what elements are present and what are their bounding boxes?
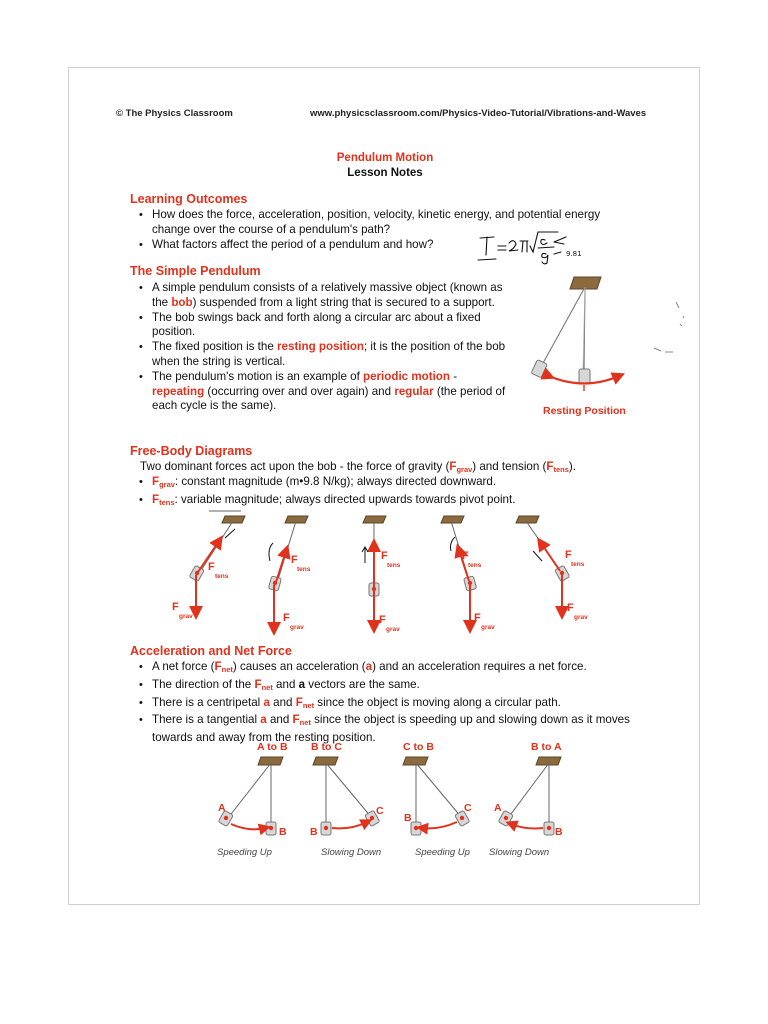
- text: ) causes an acceleration (: [232, 660, 366, 673]
- text: vectors are the same.: [305, 677, 420, 691]
- text: F: [546, 460, 554, 473]
- subscript: net: [299, 718, 311, 728]
- text: a: [298, 677, 306, 691]
- list-item: [130, 678, 650, 696]
- motion-diagrams: [209, 754, 579, 836]
- diagram-title-b-to-c: B to C: [311, 741, 342, 753]
- text: -: [449, 369, 458, 383]
- svg-text:tens: tens: [387, 562, 401, 569]
- svg-text:F: F: [567, 602, 574, 614]
- page-subtitle: Lesson Notes: [347, 167, 423, 179]
- header-url: www.physicsclassroom.com/Physics-Video-Tutorial/Vibrations-and-Waves: [310, 108, 647, 119]
- motion-diagram-b-to-c: [313, 757, 380, 835]
- text: ; it is the position of the bob when the string is vertical.: [152, 340, 506, 368]
- text: (occurring over and over again) and: [204, 384, 395, 398]
- text: since the object is moving along a circular path.: [314, 695, 561, 709]
- text: : constant magnitude (m•9.8 N/kg); always directed downward.: [174, 475, 497, 488]
- text: F: [152, 492, 160, 506]
- motion-diagram-b-to-a: [498, 757, 561, 835]
- text: ) and an acceleration requires a net force.: [372, 660, 587, 673]
- diagram-title-b-to-a: B to A: [531, 741, 562, 753]
- point-label: C: [464, 802, 472, 814]
- text: a: [263, 695, 270, 709]
- text: and: [269, 695, 296, 709]
- motion-diagram-a-to-b: [218, 757, 283, 835]
- header-copyright: © The Physics Classroom: [116, 108, 233, 119]
- simple-pendulum-heading: The Simple Pendulum: [130, 264, 261, 278]
- subscript: grav: [159, 480, 175, 489]
- point-label: B: [310, 826, 318, 838]
- svg-text:grav: grav: [290, 624, 304, 631]
- bob-left: [531, 360, 547, 378]
- caption-speeding-up: Speeding Up: [415, 847, 470, 858]
- term-repeating: repeating: [152, 384, 205, 398]
- text: and: [266, 713, 293, 727]
- term-bob: bob: [171, 295, 193, 309]
- text: A simple pendulum consists of a relatively massive object (known as the: [152, 281, 503, 309]
- svg-text:F: F: [381, 550, 388, 562]
- svg-text:tens: tens: [571, 561, 585, 568]
- text: ).: [568, 460, 577, 473]
- bob-rest: [579, 369, 590, 384]
- point-label: B: [279, 826, 287, 838]
- text: since the object is speeding up and slowing down as it moves towards and away from the resting position.: [152, 713, 630, 745]
- list-item: [130, 696, 650, 714]
- svg-text:tens: tens: [297, 566, 311, 573]
- handwritten-formula: [474, 228, 584, 268]
- list-item: [130, 281, 510, 311]
- subscript: net: [221, 665, 233, 674]
- list-item: [130, 370, 510, 414]
- svg-text:grav: grav: [386, 626, 400, 633]
- list-item: [130, 340, 510, 370]
- text: ) and tension (: [472, 460, 547, 473]
- subscript: tens: [159, 497, 175, 507]
- svg-text:F: F: [474, 612, 481, 624]
- subscript: net: [261, 682, 273, 692]
- text: and: [272, 677, 299, 691]
- term-regular: regular: [394, 384, 434, 398]
- text: F: [254, 677, 262, 691]
- svg-text:grav: grav: [179, 613, 193, 620]
- fbd-4: [441, 516, 495, 631]
- subscript: tens: [553, 465, 569, 474]
- stray-marks: [649, 296, 689, 356]
- text: (the period of each cycle is the same).: [152, 384, 506, 413]
- diagram-title-c-to-b: C to B: [403, 741, 434, 753]
- svg-text:F: F: [208, 561, 215, 573]
- svg-text:9.81: 9.81: [566, 250, 582, 258]
- point-label: A: [218, 802, 226, 814]
- text: a: [260, 713, 267, 727]
- term-resting-position: resting position: [277, 340, 364, 354]
- text: F: [214, 660, 222, 673]
- page-title: Pendulum Motion: [336, 152, 434, 164]
- resting-position-label: Resting Position: [543, 405, 626, 417]
- point-label: A: [494, 802, 502, 814]
- point-label: B: [555, 826, 563, 838]
- caption-speeding-up: Speeding Up: [217, 847, 272, 858]
- free-body-heading: Free-Body Diagrams: [130, 444, 253, 458]
- svg-text:F: F: [462, 550, 469, 562]
- svg-text:tens: tens: [215, 573, 229, 580]
- subscript: grav: [456, 465, 473, 474]
- text: Two dominant forces act upon the bob - the force of gravity (: [140, 460, 450, 473]
- list-item: • What factors affect the period of a pendulum and how?: [130, 238, 640, 253]
- list-item: [130, 660, 650, 678]
- free-body-diagrams: [169, 503, 629, 638]
- accel-list: [130, 660, 650, 746]
- fbd-1: [172, 511, 245, 620]
- svg-text:F: F: [291, 554, 298, 566]
- accel-heading: Acceleration and Net Force: [130, 644, 292, 658]
- caption-slowing-down: Slowing Down: [489, 847, 550, 858]
- text: The direction of the: [152, 677, 255, 691]
- learning-outcomes-heading: Learning Outcomes: [130, 192, 248, 206]
- text: The fixed position is the: [152, 340, 278, 354]
- simple-pendulum-list: [130, 281, 510, 414]
- text: A net force (: [152, 660, 215, 673]
- svg-text:tens: tens: [468, 562, 482, 569]
- text: : variable magnitude; always directed upwards towards pivot point.: [174, 492, 516, 506]
- diagram-title-a-to-b: A to B: [257, 741, 288, 753]
- caption-slowing-down: Slowing Down: [321, 847, 382, 858]
- text: F: [295, 695, 303, 709]
- point-label: C: [376, 805, 384, 817]
- fbd-5: [516, 516, 588, 621]
- fbd-2: [268, 516, 310, 631]
- motion-diagram-c-to-b: [403, 757, 470, 835]
- text: F: [152, 475, 160, 488]
- svg-text:F: F: [283, 612, 290, 624]
- list-item: [130, 475, 670, 493]
- text: The pendulum's motion is an example of: [152, 369, 364, 383]
- subscript: net: [302, 700, 315, 710]
- term-periodic-motion: periodic motion: [363, 369, 450, 383]
- list-item: • The bob swings back and forth along a circular arc about a fixed position.: [130, 311, 510, 341]
- svg-text:grav: grav: [481, 624, 495, 631]
- svg-text:F: F: [565, 549, 572, 561]
- svg-text:F: F: [172, 601, 179, 613]
- list-item: • How does the force, acceleration, position, velocity, kinetic energy, and potential energy change over the course of a pendulum's path?: [130, 208, 640, 238]
- text: There is a centripetal: [152, 695, 264, 709]
- svg-text:F: F: [379, 614, 386, 626]
- text: ) suspended from a light string that is secured to a support.: [192, 295, 495, 309]
- fbd-3: [362, 516, 401, 633]
- list-item: [130, 713, 650, 746]
- document-page: [68, 67, 700, 905]
- text: a: [365, 660, 373, 673]
- text: F: [292, 713, 300, 727]
- pendulum-figure: [519, 273, 644, 393]
- point-label: B: [404, 812, 412, 824]
- text: F: [449, 460, 457, 473]
- svg-text:grav: grav: [574, 614, 588, 621]
- text: There is a tangential: [152, 713, 261, 727]
